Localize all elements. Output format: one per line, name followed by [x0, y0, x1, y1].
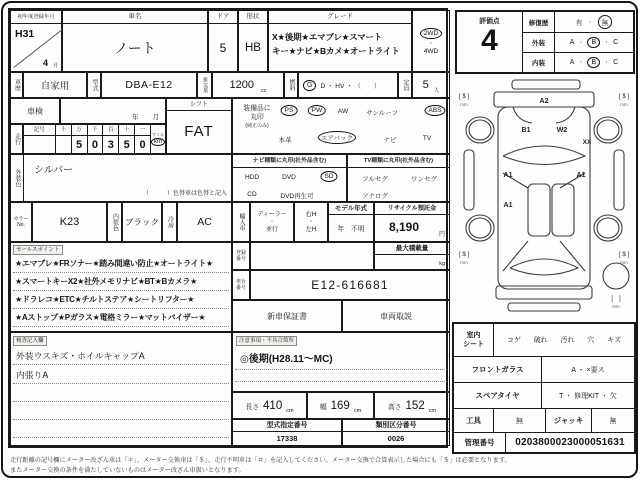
ruled-line [13, 383, 229, 384]
shaken-year-unit: 年 [132, 114, 139, 121]
exterior-color-value: シルバー [34, 165, 74, 176]
grade-line2: キー★ナビ★Bカメ★オートライト [272, 46, 400, 56]
spare-tread-depth: [ ] [611, 296, 621, 302]
separator-dot: ・ [578, 40, 584, 46]
tools-label: 工具 [454, 409, 494, 432]
interior-grade-a: A [569, 59, 575, 66]
windshield-label: フロントガラス [454, 357, 542, 382]
sales-point-line: ★エマブレ★FRソナー★踏み間違い防止★オートライト★ [15, 259, 213, 268]
wheel-front-left-inner [469, 120, 491, 140]
car-rear-bumper [496, 286, 592, 299]
exterior-grade-label: 外装 [523, 33, 555, 52]
sales-points-label: セールスポイント [13, 245, 63, 255]
damage-code-right-door: A1 [576, 172, 586, 179]
tread-unit: mm [620, 102, 628, 107]
shift-cell [166, 98, 232, 154]
seat-item: 破れ [533, 337, 548, 344]
cautions-label: 注意事項・不具合箇所 [236, 336, 297, 346]
damage-code-left-front-door: A1 [503, 172, 513, 179]
wheel-rear-right [594, 215, 622, 241]
mileage-digit: 5 [123, 138, 130, 151]
ruled-line [13, 364, 229, 365]
classification-no-value: 0026 [387, 434, 405, 443]
handle-separator: ・ [308, 218, 314, 225]
capacity-unit: 人 [433, 88, 440, 94]
import-parallel: 並行 [265, 226, 278, 233]
model-year-value: 年 不明 [337, 226, 365, 233]
spare-tire-value: T ・ 修理KIT ・ 欠 [559, 392, 617, 400]
sales-point-line: ★ドラレコ★ETC★チルトステア★シートリフター★ [15, 295, 195, 304]
exterior-grade-a: A [569, 39, 575, 46]
equipment-tv: TV [422, 135, 432, 142]
grade-cell [268, 10, 412, 72]
interior-grade-b-circled: B [587, 57, 600, 68]
footer-note-line1: 走行距離の記号欄にメーター改ざん車は「＊」、メーター交換車は「＄」、走行不明車は「＃」を記入してください。メーター交換で合算表示した場合にも「＄」は必要となります。 [10, 457, 511, 464]
rear-window-outline [510, 259, 578, 275]
equipment-label-line2: 丸印 [250, 114, 264, 121]
displacement-cell [212, 72, 284, 98]
separator-dot: ・ [578, 60, 584, 66]
repair-history-yes: 有 [575, 20, 583, 27]
seat-label [454, 324, 494, 356]
registration-no-label-line2: 番号 [235, 256, 246, 262]
displacement-value: 1200 [229, 79, 254, 91]
shape-value: HB [245, 41, 261, 54]
color-no-label-line1: カラー [13, 216, 29, 222]
exterior-grade-b-circled: B [587, 37, 600, 48]
car-name-label: 車名 [63, 11, 207, 24]
interior-color-label: 内装色 [107, 202, 122, 242]
length-cell [232, 392, 307, 419]
equipment-sunroof: サンルーフ [366, 110, 398, 117]
mileage-digit [56, 136, 71, 153]
import-handle-cell [294, 202, 328, 242]
fuel-selected-circled: G [303, 80, 316, 91]
pillar-lines [503, 173, 585, 271]
navi-type-cd: CD [247, 191, 257, 198]
car-body-outline [498, 107, 590, 289]
main-table [8, 8, 448, 448]
windshield-row [454, 356, 634, 382]
mileage-mile-label: マイル [151, 132, 165, 137]
inspection-note-line: 外装ウスキズ・ホイルキャップA [16, 351, 145, 361]
equipment-airbag-circled: エアバック [318, 131, 356, 144]
navi-type-cell [232, 154, 347, 202]
seat-left [528, 184, 550, 236]
sales-point-line: ★Aストップ★Pガラス★電格ミラー★マットバイザー★ [15, 313, 206, 322]
ruled-line [13, 326, 229, 327]
mileage-digit-header: 十 [119, 125, 134, 136]
damage-code-hood-left: B1 [521, 127, 531, 134]
drive-separator: ・ [428, 40, 434, 47]
equipment-leather: 本革 [278, 137, 292, 144]
tread-depth-rear-left: [ $ ] [458, 252, 470, 258]
mileage-digit-column [72, 125, 88, 153]
side-sill-left [464, 150, 474, 210]
spare-tire-circle [603, 263, 629, 289]
mileage-label: 走行 [10, 124, 23, 154]
shape-label: 形状 [239, 11, 267, 24]
evaluation-score-label: 評価点 [479, 18, 500, 25]
history-label: 車歴 [10, 72, 23, 98]
shift-value: FAT [184, 122, 214, 140]
type-designation-label: 型式指定番号 [233, 420, 341, 432]
car-name-value: ノート [114, 39, 156, 56]
tread-unit: mm [612, 304, 620, 309]
equipment-aw: AW [337, 108, 349, 115]
condition-table [452, 322, 636, 454]
exterior-color-label: 外装色 [11, 155, 24, 201]
mileage-unit-column [151, 125, 165, 153]
wheel-front-right-inner [597, 120, 619, 140]
hood-arc-left [513, 107, 532, 123]
capacity-label: 定員 [398, 72, 412, 98]
import-separator: ・ [269, 218, 275, 225]
registration-no-value [250, 242, 374, 270]
capacity-cell [412, 72, 450, 98]
navi-type-header: ナビ種類に丸印(社外品含む) [233, 155, 346, 168]
navi-type-dvd: DVD [282, 174, 296, 181]
shaken-label: 車検 [10, 98, 60, 124]
displacement-label: 排気量 [197, 72, 212, 98]
equipment-pw-circled: PW [308, 105, 326, 116]
model-code-value: DBA-E12 [101, 72, 197, 98]
mileage-code-value [24, 136, 55, 153]
doors-label: ドア [209, 11, 237, 24]
navi-type-hdd: HDD [244, 174, 260, 181]
mileage-digit-column [119, 125, 135, 153]
ruled-line [13, 419, 229, 420]
length-label: 長さ [245, 403, 260, 411]
evaluation-box [455, 10, 635, 74]
ruled-line [13, 290, 229, 291]
wheel-rear-right-inner [597, 218, 619, 238]
jack-value: 無 [609, 417, 617, 425]
tread-depth-front-right: [ $ ] [618, 94, 630, 100]
type-designation-cell [232, 419, 342, 446]
chassis-no-label [232, 270, 250, 300]
spare-tire-row [454, 382, 634, 408]
wheel-rear-left [466, 215, 494, 241]
tv-type-analog: アナログ [362, 193, 388, 200]
tools-jack-row [454, 408, 634, 432]
import-dealer-cell [250, 202, 294, 242]
damage-code-left-rear-door: A1 [503, 202, 513, 209]
width-cell [307, 392, 374, 419]
seat-item: 穴 [587, 337, 595, 344]
tread-depth-rear-right: [ $ ] [618, 252, 630, 258]
mileage-digit-header: 万 [72, 125, 87, 136]
color-no-value: K23 [32, 202, 107, 242]
inspection-notes-cell [10, 332, 232, 446]
navi-type-dvd-play: DVD再生可 [280, 193, 314, 200]
classification-no-cell [342, 419, 450, 446]
registration-no-label [232, 242, 250, 270]
tools-value: 無 [494, 409, 546, 432]
exterior-color-note: （ ）色替車は色替と記入 [142, 191, 227, 197]
tread-unit: mm [460, 260, 468, 265]
height-label: 高さ [387, 403, 402, 411]
ruled-line [235, 369, 447, 370]
mileage-digit-column [56, 125, 72, 153]
hood-arc-right [556, 107, 575, 123]
model-year-cell [328, 202, 374, 242]
fuel-cell [298, 72, 398, 98]
grade-label: グレード [269, 11, 411, 24]
mileage-digit-column [103, 125, 119, 153]
mileage-digit-header: 一 [135, 125, 150, 136]
import-dealer: ディーラー [257, 211, 287, 218]
wheel-front-left [466, 117, 494, 143]
repair-history-label: 修復歴 [523, 12, 555, 32]
width-unit: cm [353, 408, 362, 414]
max-load-cell [374, 242, 450, 270]
doors-value: 5 [219, 40, 227, 55]
car-rear-lower-strip [508, 303, 580, 311]
handle-right: 右H [305, 210, 317, 218]
equipment-ps-circled: PS [281, 105, 298, 116]
drive-type-cell [412, 10, 450, 72]
ruled-line [13, 308, 229, 309]
seat-condition-row [454, 324, 634, 356]
recycle-deposit-cell [374, 202, 450, 242]
fuel-options: D ・ HV ・ （ ） [320, 82, 381, 90]
inspection-notes-label: 検査記入欄 [13, 336, 47, 346]
seat-label-line1: 室内 [466, 332, 481, 339]
recycle-deposit-value: 8,190 [389, 220, 420, 234]
wheel-rear-left-inner [469, 218, 491, 238]
equipment-label-line1: 装備品に [243, 105, 271, 112]
first-registration-cell [10, 10, 62, 72]
drive-2wd-circled: 2WD [420, 28, 442, 39]
shaken-cell [60, 98, 166, 124]
first-registration-label: 初年度登録年月 [11, 11, 61, 24]
tv-type-oneseg: ワンセグ [411, 176, 437, 183]
ruled-line [13, 437, 229, 438]
width-label: 幅 [319, 403, 327, 411]
interior-color-value: ブラック [122, 202, 162, 242]
color-no-label-line2: No. [17, 222, 25, 228]
mileage-digit-column [88, 125, 104, 153]
evaluation-score-value: 4 [481, 24, 498, 57]
windshield-value: A ・ ×要ス [571, 366, 605, 374]
height-value: 152 [405, 399, 425, 412]
equipment-navi: ナビ [383, 137, 397, 144]
first-registration-month: 4 [42, 58, 48, 68]
cautions-cell [232, 332, 450, 392]
mileage-digit: 5 [76, 138, 83, 151]
fuel-label: 燃料 [284, 72, 298, 98]
seat-item: 汚れ [560, 337, 575, 344]
first-registration-month-unit: 月 [52, 63, 58, 69]
length-value: 410 [263, 399, 283, 412]
mileage-code-header: 記号 [24, 125, 55, 136]
width-value: 169 [330, 399, 350, 412]
model-code-label: 型式 [87, 72, 101, 98]
type-designation-value: 17338 [276, 434, 298, 443]
tread-depth-front-left: [ $ ] [458, 94, 470, 100]
interior-grade-label: 内装 [523, 53, 555, 72]
exterior-grade-row [523, 32, 633, 52]
mileage-digit-header: 十 [56, 125, 71, 136]
tv-type-fullseg: フルセグ [362, 176, 388, 183]
ruled-line [235, 381, 447, 382]
interior-grade-row [523, 52, 633, 72]
chassis-no-value: E12-616681 [250, 270, 450, 300]
mileage-code-column [24, 125, 56, 153]
tv-type-cell [347, 154, 450, 202]
mileage-grid [23, 124, 166, 154]
max-load-unit: kg [439, 261, 445, 267]
mileage-digit: 3 [107, 138, 114, 151]
control-no-value: 0203800023000051631 [515, 437, 625, 448]
aircon-label: 冷房 [162, 202, 177, 242]
shape-cell [238, 10, 268, 72]
interior-grade-c: C [613, 59, 619, 66]
displacement-unit: cc [260, 88, 267, 94]
seat-item: キズ [607, 337, 622, 344]
max-load-label: 最大積載量 [375, 243, 449, 255]
wheel-front-right [594, 117, 622, 143]
equipment-label [236, 104, 278, 130]
separator-dot: ・ [604, 40, 610, 46]
tread-unit: mm [620, 260, 628, 265]
mileage-digit: 0 [139, 138, 146, 151]
recycle-deposit-unit: 円 [438, 232, 445, 238]
handle-left: 左H [305, 225, 317, 233]
equipment-abs-circled: ABS [424, 105, 445, 116]
color-no-label [10, 202, 32, 242]
repair-history-no-circled: 無 [598, 15, 613, 29]
drive-4wd: 4WD [423, 47, 439, 55]
navi-type-sd-circled: SD [320, 171, 337, 182]
control-no-row [454, 432, 634, 452]
grade-line1: X★後期★エマブレ★スマート [272, 32, 383, 42]
evaluation-score-cell [457, 12, 523, 72]
chassis-no-label-line1: 車台 [235, 279, 246, 285]
control-no-label: 管理番号 [454, 433, 506, 452]
seat-label-line2: シート [463, 341, 484, 348]
shift-label: シフト [167, 99, 231, 111]
damage-code-front-bumper: A2 [539, 98, 549, 105]
tread-unit: mm [460, 102, 468, 107]
car-name-cell [62, 10, 208, 72]
mileage-digit-column [135, 125, 151, 153]
repair-history-row [523, 12, 633, 32]
side-sill-right [614, 150, 624, 210]
car-roof-strip [512, 80, 580, 89]
jack-label: ジャッキ [546, 409, 592, 432]
exterior-grade-c: C [613, 39, 619, 46]
car-damage-diagram [450, 76, 638, 322]
footer-note-line2: またメーター交換の条件を満たしていないものはメーター改ざん車扱いとなります。 [10, 467, 245, 474]
sales-point-line: ★スマートキーX2★社外メモリナビ★BT★Bカメラ★ [15, 277, 197, 286]
damage-code-hood-right: W2 [556, 127, 568, 134]
height-cell [374, 392, 450, 419]
sales-points-cell [10, 242, 232, 332]
model-year-label: モデル年式 [329, 203, 373, 215]
seat-item: コゲ [506, 337, 521, 344]
chassis-no-label-line2: 番号 [235, 285, 246, 291]
warranty-booklet-cell: 新車保証書 [232, 300, 342, 332]
height-unit: cm [428, 408, 437, 414]
mileage-digit-header: 千 [88, 125, 103, 136]
ruled-line [13, 401, 229, 402]
capacity-value: 5 [422, 79, 429, 91]
history-value: 自家用 [23, 72, 87, 98]
seat-right [552, 184, 574, 236]
windshield-outline [503, 146, 585, 165]
recycle-deposit-label: リサイクル預託金 [375, 203, 449, 215]
mileage-digit-header: 百 [103, 125, 118, 136]
doors-cell [208, 10, 238, 72]
mileage-digit: 0 [91, 138, 98, 151]
import-car-label: 輸入車 [232, 202, 250, 242]
damage-code-right-fender: XX [582, 139, 592, 146]
equipment-label-line3: (純正のみ) [245, 123, 269, 129]
length-unit: cm [286, 408, 294, 414]
separator-dot: ・ [604, 60, 610, 66]
tv-type-header: TV種類に丸印(社外品含む) [348, 155, 449, 168]
first-registration-year: H31 [15, 28, 35, 40]
equipment-cell [232, 98, 450, 154]
cautions-note: ◎後期(H28.11～MC) [240, 354, 333, 365]
mileage-km-circled: km [151, 138, 165, 146]
shaken-month-unit: 月 [152, 114, 159, 121]
inspection-note-line: 内張りA [16, 370, 49, 380]
spare-tire-label: スペアタイヤ [454, 383, 542, 408]
owner-manual-cell: 車両取説 [342, 300, 450, 332]
registration-no-label-line1: 登録 [235, 250, 246, 256]
ruled-line [13, 272, 229, 273]
classification-no-label: 類別区分番号 [343, 420, 449, 432]
separator-dot: ・ [587, 19, 593, 26]
aircon-value: AC [177, 202, 232, 242]
exterior-color-cell [10, 154, 232, 202]
